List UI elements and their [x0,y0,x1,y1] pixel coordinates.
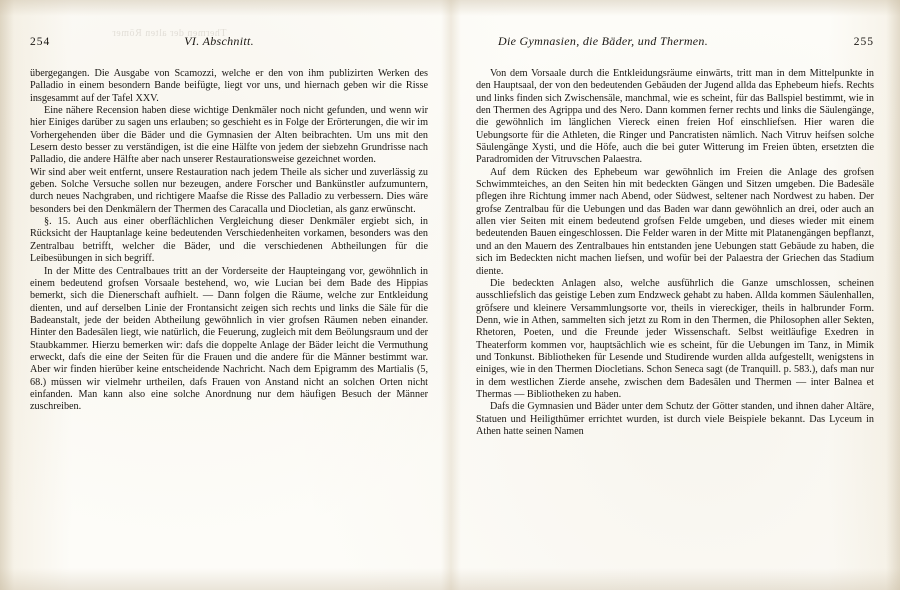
left-body-text [30,68,428,414]
paragraph: In der Mitte des Centralbaues tritt an der Vorderseite der Haupteingang vor, gewöhnlich in einem bedeutend grofsen Vorsaale bestehend, wo, wie Lucian bei dem Bade des Hippias bemerkt, sich die Dienerschaft aufhielt. — Dann folgen die Räume, welche zur Entkleidung dienten, und auf derselben Linie der Frontansicht zeigen sich rechts und links die Säle für die Badeanstalt, jede der beiden Abtheilung gewöhnlich in vier grofsen Räumen neben einander. Hinter den Badesälen liegt, wie natürlich, die Feuerung, zugleich mit dem Beölungsraum und der Staubkammer. Hierzu bemerken wir: dafs die doppelte Anlage der Bäder leicht die Vermuthung erweckt, dafs die eine der Seiten für die Frauen und die andere für die Männer bestimmt war. Aber wir finden hierüber keine entscheidende Nachricht. Nach dem Epigramm des Martialis (5, 68.) müssen wir vielmehr urtheilen, dafs Frauen von Anstand nicht an solchen Orten nicht einfanden. Man kann also eine solche Anordnung nur dem häufigen Besuch der Männer zuschreiben. [30,265,428,413]
right-running-head [476,34,874,56]
paragraph: Dafs die Gymnasien und Bäder unter dem Schutz der Götter standen, und ihnen daher Altäre, Statuen und Heiligthümer errichtet wurden, ist durch viele Beispiele bekannt. Das Lyceum in Athen hatte seinen Namen [476,401,874,437]
right-page [450,0,900,590]
paragraph: Wir sind aber weit entfernt, unsere Restauration nach jedem Theile als sicher und zuverlässig zu geben. Solche Versuche sollen nur bezeugen, andere Forscher und Bankünstler aufzumuntern, durch neues Nachgraben, und richtigere Maafse die Risse des Palladio zu verbessern. Dies wäre besonders bei den Denkmälern der Thermen des Caracalla und Diocletian, als ganz erwünscht. [30,166,428,215]
paragraph: §. 15. Auch aus einer oberflächlichen Vergleichung dieser Denkmäler ergiebt sich, in Rücksicht der Hauptanlage keine bedeutenden Verschiedenheiten vorkamen, besonders was den Zentralbau betrifft, welcher die Bäder, und die verschiedenen Abtheilungen für die Leibesübungen in sich begriff. [30,216,428,265]
left-running-head [30,34,428,56]
right-body-text [476,68,874,438]
paragraph: Auf dem Rücken des Ephebeum war gewöhnlich im Freien die Anlage des grofsen Schwimmteiches, an den Seiten hin mit bedeckten Gängen und Sitzen umgeben. Die Badesäle pflegen ihre Richtung immer nach Abend, oder Südwest, seltener nach Nordwest zu haben. Der grofse Zentralbau für die Uebungen und das Baden war dann gewöhnlich an drei, oder auch an allen vier Seiten mit einem bedeutend grofsen Felde umgeben, und dieses wieder mit einem bedeutenden Bauen eingeschlossen. Die Felder waren in der Mitte mit Platanengängen bepflanzt, und an den Mauern des Zentralbaues hin entstanden jene Uebungen statt Gebäude zu haben, die sich im Bedeckten nicht machen liefsen, und wofür bei der Palaestra der Griechen das Stadium diente. [476,166,874,277]
bleed-through-mark: Thermen der alten Römer [112,28,227,39]
right-running-title: Die Gymnasien, die Bäder, und Thermen. [498,34,709,48]
paragraph: Die bedeckten Anlagen also, welche ausführlich die Ganze umschlossen, scheinen ausschliefslich das geistige Leben zum Endzweck gehabt zu haben. Allda kommen Säulenhallen, gröfsere und kleinere Versammlungsorte vor, theils in viereckiger, theils in halbrunder Form. Denn, wie in Athen, sammelten sich jetzt zu Rom in den Thermen, die Philosophen aller Sekten, Rhetoren, Poeten, und die Freunde jeder Wissenschaft. Selbst weitläufige Exedren in Theaterform kommen vor, hauptsächlich wie es scheint, für die Uebungen im Tanz, in Mimik und Tonkunst. Bibliotheken für Lesende und Studirende wurden allda aufgestellt, wenigstens in einiges, wie in den Thermen Diocletians. Schon Seneca sagt (de Tranquill. p. 583.), dafs man nur in dem westlichen Zierde ansehe, zwischen dem Badesälen und Thermen — inter Balnea et Thermas — Bibliotheken zu haben. [476,277,874,400]
right-folio: 255 [853,36,874,48]
paragraph: Von dem Vorsaale durch die Entkleidungsräume einwärts, tritt man in dem Mittelpunkte in den Hauptsaal, der von den bedeutenden Gebäuden der Jugend allda das Ephebeum hiefs. Rechts und links finden sich Zwischensäle, manchmal, wie es scheint, für das Ballspiel bestimmt, wie in den Thermen des Agrippa und des Nero. Dann kommen ferner rechts und links die Säulengänge, die gewöhnlich im länglichen Viereck einen freien Hof einschliefsen. Hier waren die Uebungsorte für die Athleten, die Ringer und Pancratisten nämlich. Nach Vitruv heifsen solche Säulengänge Xysti, und die Höfe, auch die bei guter Witterung im Freien übten, ersetzten die Paradromiden der Vitruvschen Palaestra. [476,68,874,166]
left-folio: 254 [30,36,51,48]
left-running-title: VI. Abschnitt. [184,34,254,48]
paragraph: übergegangen. Die Ausgabe von Scamozzi, welche er den von ihm publizirten Werken des Palladio in einem besondern Bande beifügte, liegt vor uns, und hiernach geben wir die Risse insgesammt auf der Tafel XXV. [30,68,428,104]
paragraph: Eine nähere Recension haben diese wichtige Denkmäler noch nicht gefunden, und wenn wir hier Einiges darüber zu sagen uns erlauben; so geschieht es in Folge der Erörterungen, die wir im Vorhergehenden über die Bäder und die Gymnasien der Alten beibrachten. Um uns mit den Lesern desto besser zu verständigen, ist die eine Hälfte von jedem der siebzehn Grundrisse nach Palladio, die andere Hälfte aber nach unserer Restaurationsweise gezeichnet worden. [30,105,428,166]
